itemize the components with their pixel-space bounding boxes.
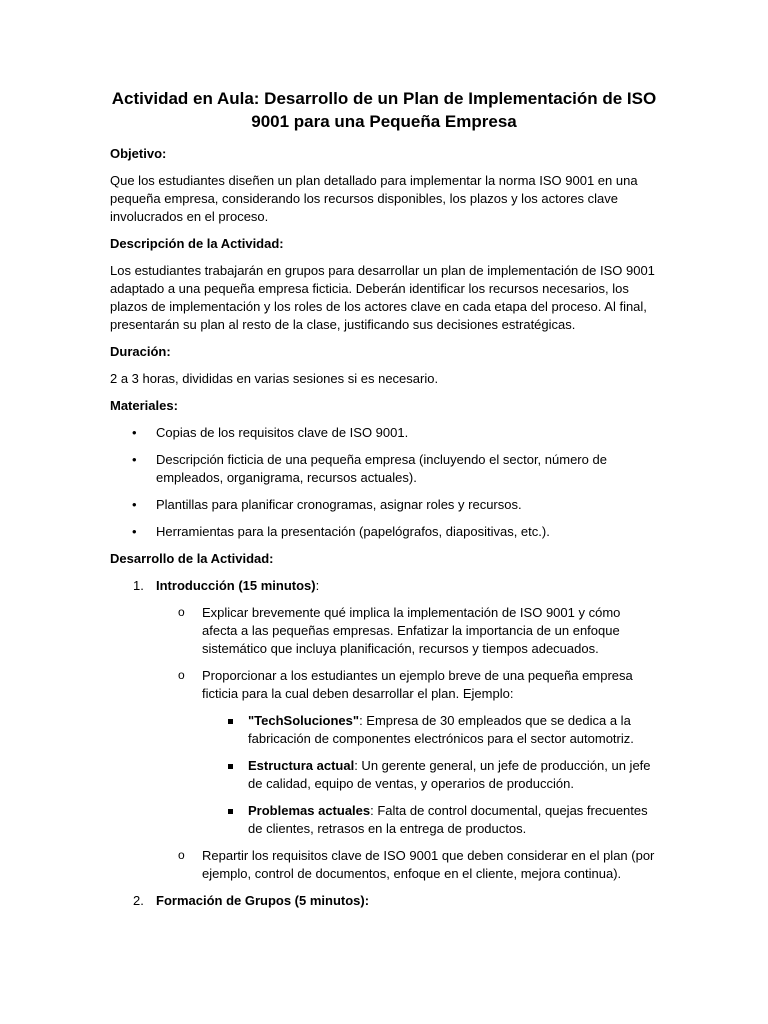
materiales-list <box>110 424 658 541</box>
step-number: 2. <box>133 893 144 908</box>
example-item <box>202 712 658 748</box>
square-bullet-icon <box>228 719 233 724</box>
step-title: Introducción (15 minutos) <box>156 578 316 593</box>
example-label: "TechSoluciones" <box>248 713 360 728</box>
list-item: • Plantillas para planificar cronogramas, asignar roles y recursos. <box>110 496 658 514</box>
materiales-heading: Materiales: <box>110 398 178 413</box>
hollow-bullet-icon: o <box>178 605 185 619</box>
desarrollo-steps <box>110 577 658 910</box>
step-item <box>110 577 658 883</box>
sub-item-text: Repartir los requisitos clave de ISO 9001 que deben considerar en el plan (por ejemplo, control de documentos, enfoque en el cliente, mejora continua). <box>202 848 655 881</box>
step-suffix: : <box>364 893 370 908</box>
objetivo-heading: Objetivo: <box>110 146 167 161</box>
sub-item-text: Explicar brevemente qué implica la implementación de ISO 9001 y cómo afecta a las pequeñas empresas. Enfatizar la importancia de un enfoque sistemático que incluya planificación, recursos y tiempos adecuados. <box>202 605 621 656</box>
sub-item-text: Proporcionar a los estudiantes un ejemplo breve de una pequeña empresa ficticia para la cual deben desarrollar el plan. Ejemplo: <box>202 668 633 701</box>
document-title: Actividad en Aula: Desarrollo de un Plan de Implementación de ISO 9001 para una Pequeña Empresa <box>111 89 657 131</box>
descripcion-heading: Descripción de la Actividad: <box>110 236 284 251</box>
list-item: • Descripción ficticia de una pequeña empresa (incluyendo el sector, número de empleados, organigrama, recursos actuales). <box>110 451 658 487</box>
duracion-heading: Duración: <box>110 344 171 359</box>
example-text: : Un gerente general, un jefe de producción, un jefe de calidad, equipo de ventas, y operarios de producción. <box>248 758 651 791</box>
sub-item <box>156 847 658 883</box>
list-item: • Herramientas para la presentación (papelógrafos, diapositivas, etc.). <box>110 523 658 541</box>
sub-item <box>156 667 658 838</box>
step-sublist <box>156 604 658 883</box>
example-item <box>202 757 658 793</box>
square-bullet-icon <box>228 809 233 814</box>
descripcion-text: Los estudiantes trabajarán en grupos para desarrollar un plan de implementación de ISO 9001 adaptado a una pequeña empresa ficticia. Deberán identificar los recursos necesarios, los plazos de implementación y los roles de los actores clave en cada etapa del proceso. Al final, presentarán su plan al resto de la clase, justificando sus decisiones estratégicas. <box>110 263 655 332</box>
step-item <box>110 892 658 910</box>
square-bullet-icon <box>228 764 233 769</box>
sub-item <box>156 604 658 658</box>
step-suffix: : <box>315 578 320 593</box>
duracion-text: 2 a 3 horas, divididas en varias sesiones si es necesario. <box>110 371 439 386</box>
example-text: : Falta de control documental, quejas frecuentes de clientes, retrasos en la entrega de productos. <box>248 803 648 836</box>
step-title: Formación de Grupos (5 minutos) <box>156 893 365 908</box>
desarrollo-heading: Desarrollo de la Actividad: <box>110 551 274 566</box>
example-label: Problemas actuales <box>248 803 371 818</box>
example-text: : Empresa de 30 empleados que se dedica a la fabricación de componentes electrónicos para el sector automotriz. <box>248 713 634 746</box>
list-item: • Copias de los requisitos clave de ISO 9001. <box>110 424 658 442</box>
hollow-bullet-icon: o <box>178 668 185 682</box>
step-number: 1. <box>133 578 144 593</box>
hollow-bullet-icon: o <box>178 848 185 862</box>
objetivo-text: Que los estudiantes diseñen un plan detallado para implementar la norma ISO 9001 en una pequeña empresa, considerando los recursos disponibles, los plazos y los actores clave involucrados en el proceso. <box>110 173 638 224</box>
example-list <box>202 712 658 838</box>
example-label: Estructura actual <box>248 758 355 773</box>
example-item <box>202 802 658 838</box>
